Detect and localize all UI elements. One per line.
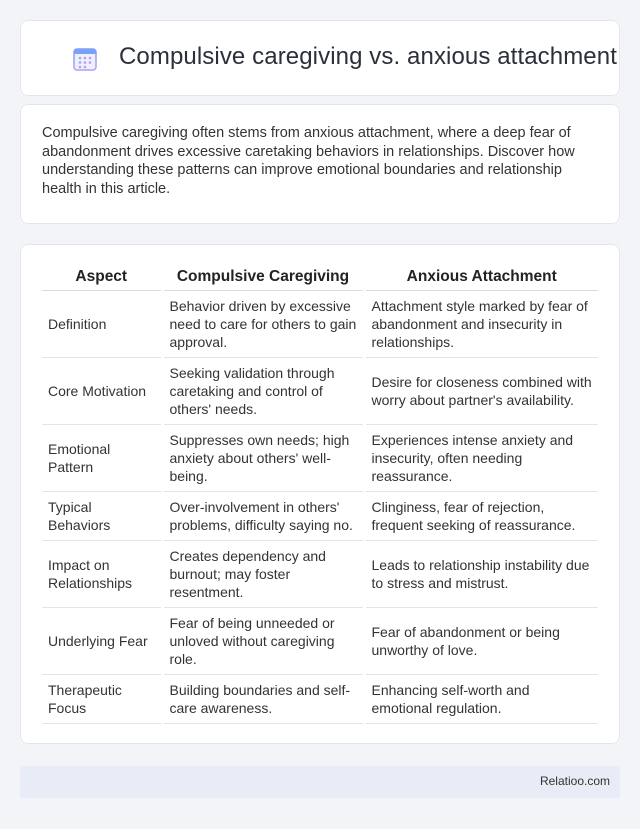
table-cell: Leads to relationship instability due to stress and mistrust. <box>364 541 598 608</box>
table-cell: Building boundaries and self-care awareness. <box>162 675 364 724</box>
table-cell: Enhancing self-worth and emotional regulation. <box>364 675 598 724</box>
table-cell: Creates dependency and burnout; may foster resentment. <box>162 541 364 608</box>
calendar-icon <box>73 47 97 71</box>
table-header-row <box>42 266 598 291</box>
table-cell-aspect: Definition <box>42 291 162 358</box>
table-cell: Attachment style marked by fear of abandonment and insecurity in relationships. <box>364 291 598 358</box>
table-cell: Desire for closeness combined with worry about partner's availability. <box>364 358 598 425</box>
header-card <box>20 20 620 96</box>
comparison-card <box>20 244 620 744</box>
table-cell-aspect: Impact on Relationships <box>42 541 162 608</box>
table-row <box>42 608 598 675</box>
table-cell: Behavior driven by excessive need to care for others to gain approval. <box>162 291 364 358</box>
column-header: Anxious Attachment <box>364 266 598 291</box>
table-row <box>42 492 598 541</box>
table-cell-aspect: Typical Behaviors <box>42 492 162 541</box>
table-row <box>42 425 598 492</box>
table-cell: Over-involvement in others' problems, difficulty saying no. <box>162 492 364 541</box>
comparison-table <box>42 266 598 724</box>
column-header: Compulsive Caregiving <box>162 266 364 291</box>
table-row <box>42 291 598 358</box>
intro-paragraph: Compulsive caregiving often stems from anxious attachment, where a deep fear of abandonment drives excessive caretaking behaviors in relationships. Discover how understanding these patterns can improve emotional boundaries and relationship health in this article. <box>42 125 575 197</box>
table-cell: Suppresses own needs; high anxiety about others' well-being. <box>162 425 364 492</box>
column-header: Aspect <box>42 266 162 291</box>
footer <box>20 766 620 798</box>
table-cell: Fear of abandonment or being unworthy of love. <box>364 608 598 675</box>
table-cell: Clinginess, fear of rejection, frequent seeking of reassurance. <box>364 492 598 541</box>
table-cell-aspect: Core Motivation <box>42 358 162 425</box>
table-cell-aspect: Therapeutic Focus <box>42 675 162 724</box>
table-row <box>42 675 598 724</box>
table-row <box>42 541 598 608</box>
table-cell: Seeking validation through caretaking and control of others' needs. <box>162 358 364 425</box>
table-cell-aspect: Underlying Fear <box>42 608 162 675</box>
table-cell: Fear of being unneeded or unloved without caregiving role. <box>162 608 364 675</box>
page-title: Compulsive caregiving vs. anxious attachment <box>119 43 617 70</box>
footer-site-link[interactable]: Relatioo.com <box>539 774 610 788</box>
table-cell: Experiences intense anxiety and insecurity, often needing reassurance. <box>364 425 598 492</box>
table-row <box>42 358 598 425</box>
intro-card <box>20 104 620 224</box>
table-cell-aspect: Emotional Pattern <box>42 425 162 492</box>
